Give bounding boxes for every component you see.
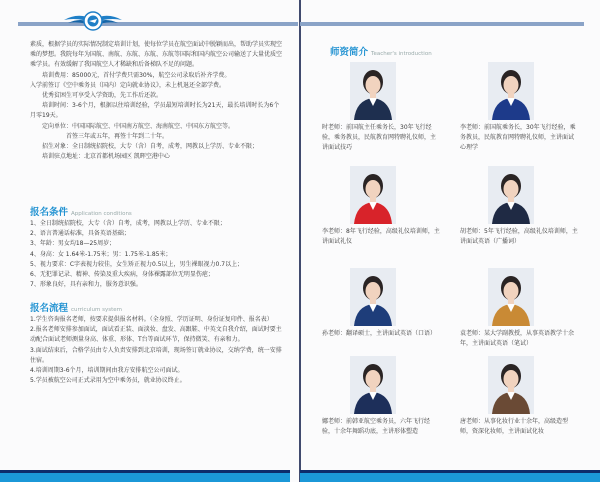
teacher-photo xyxy=(488,62,534,120)
process-title-en: curriculum system xyxy=(71,307,122,313)
teacher-photo xyxy=(350,268,396,326)
teacher-description: 唐老师：从事化妆行业十余年，高级造型师，资深化妆师，主讲面试化妆 xyxy=(460,418,569,435)
process-heading xyxy=(30,300,122,314)
intro-target: 招生对象：全日制统招院校，大专（含）自考，成考，网教以上学历、专业不限； xyxy=(42,143,259,151)
teachers-heading xyxy=(330,44,432,58)
top-band xyxy=(18,22,298,26)
list-item: 1.学生咨询报名老师，按要求提供报名材料。（全身照、学历证明、身份证复印件、报名表） xyxy=(30,316,273,323)
teachers-title-en: Teacher's introduction xyxy=(371,51,432,57)
requirements-title: 报名条件 xyxy=(30,207,69,218)
process-list xyxy=(30,315,282,386)
teacher-card xyxy=(322,268,440,339)
intro-employers: 定向单位：中国国际航空、中国南方航空、海南航空、中国东方航空等。 xyxy=(42,122,235,130)
intro-address: 培训驻点地址：北京首都机场园区 凯晖空港中心 xyxy=(42,153,170,161)
teacher-card xyxy=(322,166,440,247)
list-item: 7、形象良好，具有亲和力，服务意识强。 xyxy=(30,281,142,289)
list-item: 4.培训周期3-6个月，培训期间由我方安排航空公司面试。 xyxy=(30,367,184,375)
teacher-description: 袁老师：某大学副教授，从事英语教学十余年，主讲面试英语（笔试） xyxy=(460,330,575,347)
teacher-photo xyxy=(488,356,534,414)
intro-agreement: 入学前签订《空中乘务员（国内）定向就业协议》，未上机退还全部学费。 xyxy=(30,81,226,89)
list-item: 1、全日制统招院校，大专（含）自考，成考，网教以上学历、专业不限； xyxy=(30,220,226,227)
teacher-description: 孙老师：翻译硕士，主讲面试英语（口语） xyxy=(322,330,437,337)
list-item: 5.学员被航空公司正式录用为空中乘务员，就业协议终止。 xyxy=(30,377,186,385)
list-item: 2、语言普通话标准，具备英语基础； xyxy=(30,230,130,238)
requirements-heading xyxy=(30,204,132,218)
teacher-photo xyxy=(350,166,396,224)
teacher-description: 娜老师：前韩亚航空乘务员，六年飞行经验，十余年舞蹈功底，主讲形体塑造 xyxy=(322,418,431,435)
list-item: 3、年龄：男女均18—25周岁； xyxy=(30,240,116,248)
list-item: 2.报名老师安排参加面试，面试看正装、面淡妆、盘发、高跟鞋、中英文自我介绍，面试时要主动配合面试老师测量身高、体重、形体、T台等面试环节，保持微笑、有亲和力。 xyxy=(30,326,282,344)
teacher-card xyxy=(460,62,578,153)
process-title: 报名流程 xyxy=(30,303,69,314)
list-item: 6、无犯罪记录、精神、传染及重大疾病，身体裸露部位无明显伤疤； xyxy=(30,271,214,279)
teacher-card xyxy=(322,356,440,437)
teacher-photo xyxy=(350,356,396,414)
teacher-card xyxy=(460,268,578,349)
teacher-description: 时老师：前国航主任乘务长，30年飞行经验，乘务教员，民航教育网特聘礼仪师，主讲面试技巧 xyxy=(322,124,437,151)
list-item: 3.面试结束后，合格学员由专人负责安排到北京培训，现场签订就业协议，交纳学费，统一安排住宿。 xyxy=(30,346,282,364)
teacher-photo xyxy=(488,268,534,326)
teacher-card xyxy=(322,62,440,153)
list-item: 5、视力要求：C字表视力较佳，女生矫正视力0.5以上，男生裸眼视力0.7以上； xyxy=(30,260,244,268)
list-item: 4、身高：女 1.64米-1.75米；男：1.75米-1.85米； xyxy=(30,250,172,258)
teacher-card xyxy=(460,356,578,437)
requirements-title-en: Application conditions xyxy=(71,211,132,217)
intro-paragraph: 素质，根据学员的实际情况制定培训计划，使每位学员在航空面试中脱颖而出，帮助学员实现空乘的梦想。我院每年为国航、南航、东航、东航、东航等国际和国内航空公司输送了大量优质空乘学员。有效缓解了我国航空人才稀缺和后备梯队不足的问题。 xyxy=(30,41,283,69)
top-band xyxy=(300,22,584,26)
teacher-card xyxy=(460,166,578,247)
airline-logo-icon xyxy=(62,8,124,34)
teacher-photo xyxy=(350,62,396,120)
teacher-description: 李老师：前国航乘务长，30年飞行经验，乘务教员，民航教育网特聘礼仪师，主讲面试心理学 xyxy=(460,124,576,151)
teachers-title: 师资简介 xyxy=(330,47,369,58)
teacher-description: 胡老师：5年飞行经验，高级礼仪培训师，主讲面试英语（广播词） xyxy=(460,228,578,245)
intro-aid: 优秀贫困生可享受入学资助，先工作后还款。 xyxy=(42,92,163,100)
teacher-description: 李老师：8年飞行经验，高级礼仪培训师，主讲面试礼仪 xyxy=(322,228,440,245)
intro-fee: 培训费用：85000元，首付学费只需30%，航空公司录取后补齐学费。 xyxy=(42,71,231,79)
teacher-photo xyxy=(488,166,534,224)
bottom-strip xyxy=(0,473,290,482)
bottom-strip xyxy=(300,473,600,482)
requirements-list xyxy=(30,219,282,290)
intro-contract: 首签三年或五年，再签十年到二十年。 xyxy=(66,132,169,140)
right-page xyxy=(300,0,600,482)
intro-duration: 培训时间：3-6个月，根据以往培训经验，学员最短培训时长为21天，最长培训时长为6个月零19天。 xyxy=(30,102,280,120)
intro-block xyxy=(30,40,282,162)
